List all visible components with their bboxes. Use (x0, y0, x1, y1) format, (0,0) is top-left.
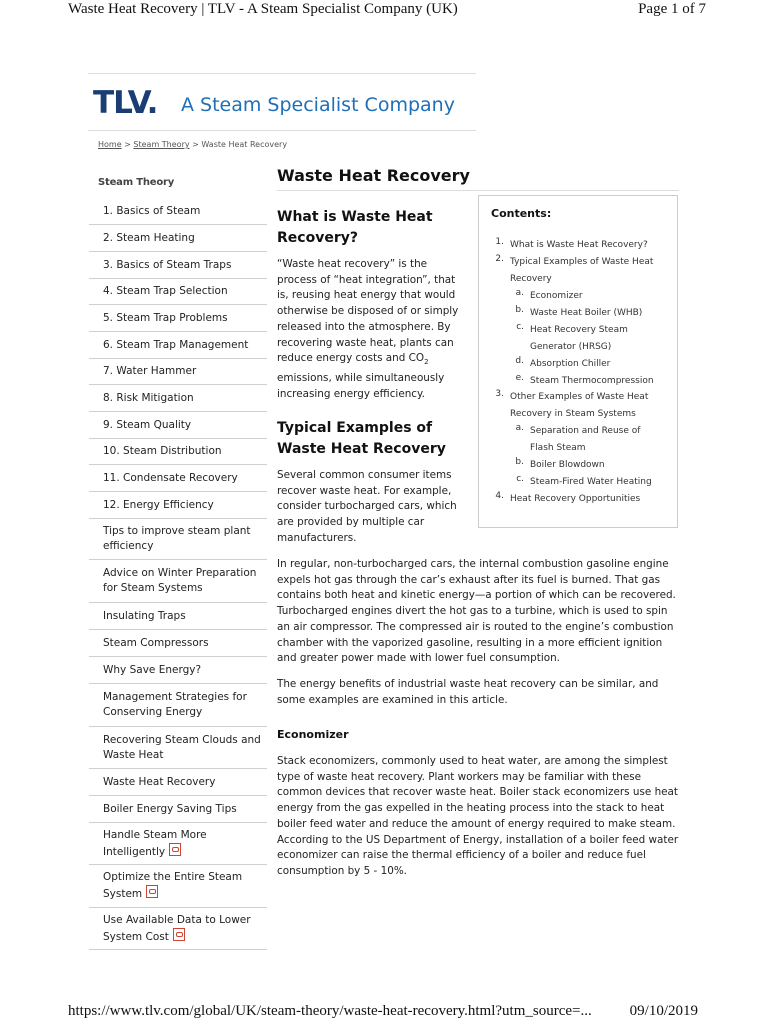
toc-item-hrsg[interactable] (479, 322, 628, 339)
page-title: Waste Heat Recovery (277, 166, 470, 185)
sidebar-item-water-hammer[interactable] (89, 359, 267, 385)
logo-tagline: A Steam Specialist Company (181, 94, 455, 116)
toc-link[interactable]: Recovery in Steam Systems (510, 409, 636, 419)
sidebar-item-label: Steam Compressors (103, 636, 209, 649)
toc-link[interactable]: Recovery (510, 274, 552, 284)
toc-link[interactable]: Economizer (530, 291, 583, 301)
toc-item-boiler-blowdown[interactable] (479, 457, 605, 474)
toc-number: a. (515, 288, 524, 298)
toc-number: c. (516, 322, 524, 332)
sidebar-item-label: 8. Risk Mitigation (103, 391, 194, 404)
sidebar-item-recovering-steam-clouds[interactable] (89, 727, 267, 769)
toc-link[interactable]: Heat Recovery Steam (530, 325, 628, 335)
sidebar-item-label: Insulating Traps (103, 609, 186, 622)
sidebar-item-label: 6. Steam Trap Management (103, 338, 249, 351)
toc-link[interactable]: Steam Thermocompression (530, 376, 654, 386)
toc-number: 2. (495, 254, 504, 264)
sidebar-item-label (103, 913, 261, 945)
toc-number: a. (515, 423, 524, 433)
sidebar-item-label: Boiler Energy Saving Tips (103, 802, 237, 815)
sidebar-item-label (103, 828, 261, 860)
contents-box (478, 195, 678, 528)
sidebar-item-steam-trap-selection[interactable] (89, 279, 267, 305)
section-heading-what-is: What is Waste Heat Recovery? (277, 209, 433, 246)
sidebar-item-label: Advice on Winter Preparation for Steam Systems (103, 567, 257, 594)
sidebar-item-steam-trap-problems[interactable] (89, 305, 267, 332)
print-header (0, 0, 768, 22)
co2-subscript: 2 (424, 358, 429, 367)
sidebar-item-label: 10. Steam Distribution (103, 445, 222, 457)
sidebar-item-label: 4. Steam Trap Selection (103, 285, 228, 297)
breadcrumb (98, 140, 287, 149)
toc-item-typical-examples[interactable] (479, 254, 653, 271)
pdf-icon (146, 885, 158, 898)
toc-item-economizer[interactable] (479, 288, 583, 305)
economizer-paragraph: Stack economizers, commonly used to heat water, are among the simplest type of waste heat recovery. Plant workers may be familiar with these common devices that recover waste heat. Boiler stack economizers use heat energy from the gas expelled in the heating process into the stack to heat boiler feed water and reduce the amount of energy required to make steam. According to the US Department of Energy, installation of a boiler feed water economizer can raise the thermal efficiency of a boiler and reduce fuel consumption by 5 - 10%. (277, 755, 679, 877)
toc-item-hrsg-cont[interactable] (530, 339, 611, 356)
print-page-title: Waste Heat Recovery | TLV - A Steam Specialist Company (UK) (68, 1, 458, 17)
toc-item-what-is[interactable] (479, 237, 648, 254)
tlv-logo[interactable]: TLV. (93, 85, 158, 121)
typical-examples-paragraph-3: The energy benefits of industrial waste heat recovery can be similar, and some examples are examined in this article. (277, 678, 659, 706)
sidebar-item-label: Management Strategies for Conserving Energy (103, 691, 247, 718)
breadcrumb-current: Waste Heat Recovery (201, 140, 288, 149)
toc-item-waste-heat-boiler[interactable] (479, 305, 642, 322)
toc-item-steam-fired-water-heating[interactable] (479, 474, 652, 491)
toc-number: 4. (495, 491, 504, 501)
toc-number: b. (515, 457, 524, 467)
sidebar-item-insulating-traps[interactable] (89, 603, 267, 630)
print-page-url: https://www.tlv.com/global/UK/steam-theory/waste-heat-recovery.html?utm_source=... (68, 1003, 592, 1019)
print-date: 09/10/2019 (629, 1003, 698, 1019)
toc-link[interactable]: Separation and Reuse of (530, 426, 641, 436)
breadcrumb-steam-theory-link[interactable]: Steam Theory (133, 140, 190, 149)
toc-item-heat-recovery-opportunities[interactable] (479, 491, 640, 508)
sidebar-item-optimize-steam-system[interactable] (89, 865, 267, 908)
toc-link[interactable]: Steam-Fired Water Heating (530, 477, 652, 487)
section-heading-typical-examples: Typical Examples of Waste Heat Recovery (277, 420, 446, 457)
sidebar-item-boiler-energy-saving-tips[interactable] (89, 796, 267, 823)
toc-item-typical-examples-cont[interactable] (510, 271, 552, 288)
toc-link[interactable]: Typical Examples of Waste Heat (510, 257, 654, 267)
toc-item-flash-steam[interactable] (479, 423, 640, 440)
breadcrumb-separator: > (192, 140, 199, 149)
sidebar-item-handle-steam-more-intelligently[interactable] (89, 823, 267, 865)
sidebar-item-label: 3. Basics of Steam Traps (103, 258, 232, 271)
toc-link[interactable]: Absorption Chiller (530, 359, 611, 369)
sidebar-nav (89, 199, 267, 950)
sidebar-item-text: Optimize the Entire Steam System (103, 871, 243, 900)
sidebar-item-text: Handle Steam More Intelligently (103, 828, 207, 858)
toc-link[interactable]: Heat Recovery Opportunities (510, 494, 641, 504)
breadcrumb-home-link[interactable]: Home (98, 140, 122, 149)
title-divider (277, 190, 679, 191)
sidebar-item-steam-trap-management[interactable] (89, 332, 267, 359)
toc-number: 3. (495, 389, 504, 399)
sidebar-item-risk-mitigation[interactable] (89, 385, 267, 412)
paragraph-text: “Waste heat recovery” is the process of “heat integration”, that is, reusing heat energy that would otherwise be disposed of or simply released into the atmosphere. By recovering waste heat, plants can reduce energy costs and CO (277, 258, 459, 365)
sidebar-item-energy-efficiency[interactable] (89, 492, 267, 519)
sidebar-item-text: Use Available Data to Lower System Cost (103, 913, 251, 943)
sidebar-item-basics-of-steam[interactable] (89, 199, 267, 225)
pdf-icon (169, 843, 181, 856)
sidebar-item-label: Recovering Steam Clouds and Waste Heat (103, 733, 261, 761)
sidebar-item-label: 9. Steam Quality (103, 418, 192, 431)
sidebar-item-label: 11. Condensate Recovery (103, 471, 238, 484)
logo-banner[interactable] (88, 73, 476, 131)
toc-number: c. (516, 474, 524, 484)
paragraph-text: emissions, while simultaneously increasing energy efficiency. (277, 372, 445, 400)
sidebar-item-tips-steam-plant-efficiency[interactable] (89, 519, 267, 560)
pdf-icon (173, 928, 185, 941)
sidebar-item-waste-heat-recovery[interactable] (89, 769, 267, 796)
print-page-number: Page 1 of 7 (638, 1, 706, 17)
section-what-is-paragraph (277, 257, 467, 402)
toc-item-absorption-chiller[interactable] (479, 356, 610, 373)
sidebar-item-use-available-data[interactable] (89, 908, 267, 950)
sidebar-item-steam-heating[interactable] (89, 225, 267, 252)
toc-number: e. (515, 373, 524, 383)
toc-number: b. (515, 305, 524, 315)
typical-examples-paragraph-2: In regular, non-turbocharged cars, the internal combustion gasoline engine expels hot gas through the car’s exhaust after its fuel is burned. That gas contains both heat and kinetic energy—a portion of which can be recovered. Turbocharged engines divert the hot gas to a turbine, which is used to spin an air compressor. The compressed air is routed to the engine’s combustion chamber with the vaporized gasoline, resulting in a more efficient ignition and greater power made with lower fuel consumption. (277, 558, 676, 665)
toc-link[interactable]: Waste Heat Boiler (WHB) (530, 308, 643, 318)
sidebar-item-label: 7. Water Hammer (103, 365, 197, 377)
toc-item-other-examples-cont[interactable] (510, 406, 636, 423)
sidebar-item-label: Why Save Energy? (103, 663, 202, 676)
toc-number: 1. (495, 237, 504, 247)
toc-item-steam-thermocompression[interactable] (479, 373, 654, 390)
sidebar-item-steam-distribution[interactable] (89, 439, 267, 465)
sidebar-item-label (103, 870, 261, 902)
economizer-heading: Economizer (277, 728, 349, 741)
sidebar-item-label: Tips to improve steam plant efficiency (103, 525, 251, 552)
sidebar-item-basics-of-steam-traps[interactable] (89, 252, 267, 279)
sidebar-item-label: 12. Energy Efficiency (103, 498, 214, 511)
toc-item-flash-steam-cont[interactable] (530, 440, 586, 457)
sidebar-item-condensate-recovery[interactable] (89, 465, 267, 492)
sidebar-item-management-strategies[interactable] (89, 684, 267, 727)
sidebar-item-steam-quality[interactable] (89, 412, 267, 439)
sidebar-item-why-save-energy[interactable] (89, 657, 267, 684)
sidebar-item-label: 2. Steam Heating (103, 231, 195, 244)
toc-link[interactable]: Generator (HRSG) (530, 342, 612, 352)
sidebar-item-label: 5. Steam Trap Problems (103, 311, 228, 324)
sidebar-item-winter-preparation[interactable] (89, 560, 267, 603)
breadcrumb-separator: > (124, 140, 131, 149)
typical-examples-paragraph-1: Several common consumer items recover waste heat. For example, consider turbocharged cars, which are provided by multiple car manufacturers. (277, 469, 457, 544)
toc-link[interactable]: What is Waste Heat Recovery? (510, 240, 648, 250)
sidebar-item-label: 1. Basics of Steam (103, 205, 201, 217)
sidebar-heading: Steam Theory (98, 177, 175, 188)
toc-link[interactable]: Other Examples of Waste Heat (510, 392, 649, 402)
sidebar-item-steam-compressors[interactable] (89, 630, 267, 657)
toc-link[interactable]: Boiler Blowdown (530, 460, 605, 470)
sidebar-item-label: Waste Heat Recovery (103, 775, 216, 788)
contents-title: Contents: (491, 207, 552, 220)
toc-link[interactable]: Flash Steam (530, 443, 586, 453)
toc-item-other-examples[interactable] (479, 389, 648, 406)
toc-number: d. (515, 356, 524, 366)
